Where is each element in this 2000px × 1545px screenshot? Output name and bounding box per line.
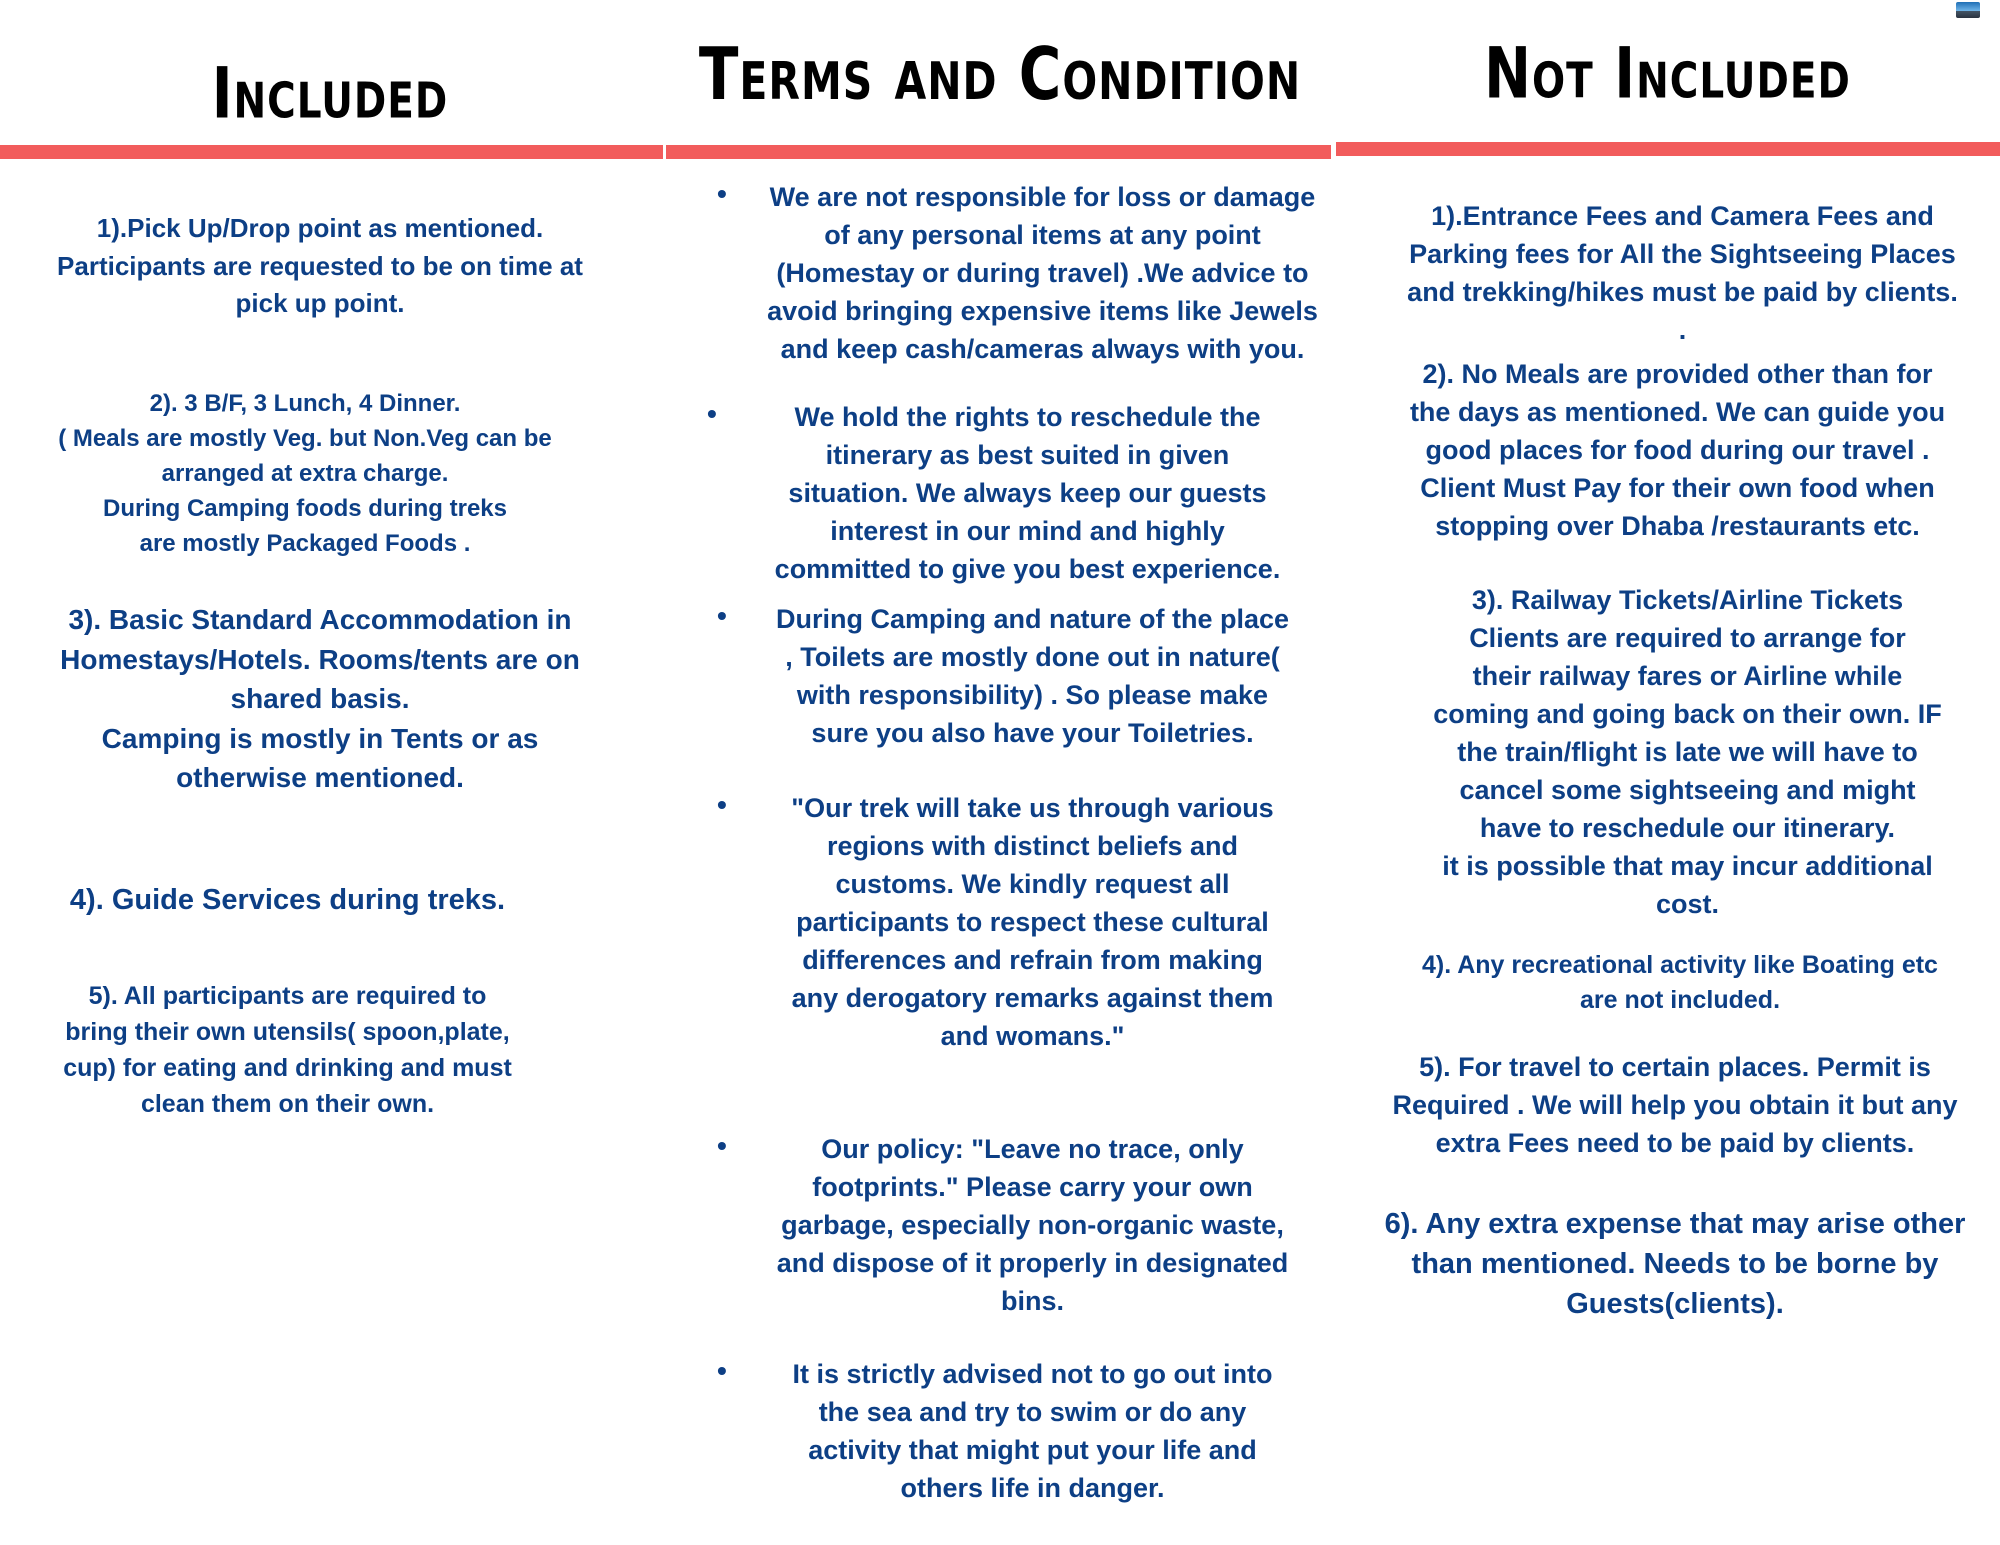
bullet-point: • [717,600,727,631]
included-heading: Included [211,53,449,136]
logo-thumbnail [1956,2,1980,18]
terms-item: We hold the rights to reschedule the itinerary as best suited in given situation. We always keep our guests interest in our mind and highly committed to give you best experience. [774,402,1281,584]
terms-item: During Camping and nature of the place , Toilets are mostly done out in nature( with responsibility) . So please make sure you also have your Toiletries. [775,604,1290,748]
not-included-item: 5). For travel to certain places. Permit is Required . We will help you obtain it but any extra Fees need to be paid by clients. [1392,1052,1958,1158]
bullet-point: • [717,789,727,820]
not-included-item: 3). Railway Tickets/Airline Tickets Clients are required to arrange for their railway fares or Airline while coming and going back on their own. IF the train/flight is late we will have to cancel some sightseeing and might have to reschedule our itinerary. it is possible that may incur additional cost. [1433,585,1942,919]
terms-item: "Our trek will take us through various regions with distinct beliefs and customs. We kindly request all participants to respect these cultural differences and refrain from making any derogatory remarks against them and womans." [791,793,1274,1051]
included-item: 1).Pick Up/Drop point as mentioned. Participants are requested to be on time at pick up point. [57,213,583,318]
bullet-point: • [717,1130,727,1161]
included-item: 5). All participants are required to bring their own utensils( spoon,plate, cup) for eating and drinking and must clean them on their own. [63,982,512,1118]
divider-rule-included [0,145,663,159]
not-included-item: 1).Entrance Fees and Camera Fees and Parking fees for All the Sightseeing Places and trekking/hikes must be paid by clients. . [1407,201,1958,345]
not-included-item: 6). Any extra expense that may arise other than mentioned. Needs to be borne by Guests(clients). [1384,1208,1966,1320]
divider-rule-terms [666,145,1331,159]
included-item: 4). Guide Services during treks. [69,884,506,916]
included-item: 3). Basic Standard Accommodation in Homestays/Hotels. Rooms/tents are on shared basis. Camping is mostly in Tents or as otherwise mentioned. [60,604,580,793]
not-included-heading: Not Included [1484,33,1851,116]
bullet-point: • [717,178,727,209]
terms-item: Our policy: "Leave no trace, only footprints." Please carry your own garbage, especially non-organic waste, and dispose of it properly in designated bins. [776,1134,1289,1316]
terms-item: It is strictly advised not to go out into the sea and try to swim or do any activity that might put your life and others life in danger. [792,1359,1273,1503]
bullet-point: • [707,398,717,429]
terms-heading: Terms and Condition [698,31,1302,117]
not-included-item: 2). No Meals are provided other than for the days as mentioned. We can guide you good places for food during our travel . Client Must Pay for their own food when stopping over Dhaba /restaurants etc. [1409,359,1946,541]
terms-item: We are not responsible for loss or damage of any personal items at any point (Homestay or during travel) .We advice to avoid bringing expensive items like Jewels and keep cash/cameras always with you. [767,182,1318,364]
not-included-item: 4). Any recreational activity like Boating etc are not included. [1422,951,1938,1014]
included-item: 2). 3 B/F, 3 Lunch, 4 Dinner. ( Meals are mostly Veg. but Non.Veg can be arranged at extra charge. During Camping foods during treks are mostly Packaged Foods . [58,390,552,557]
divider-rule-not-included [1336,142,2000,156]
bullet-point: • [717,1355,727,1386]
